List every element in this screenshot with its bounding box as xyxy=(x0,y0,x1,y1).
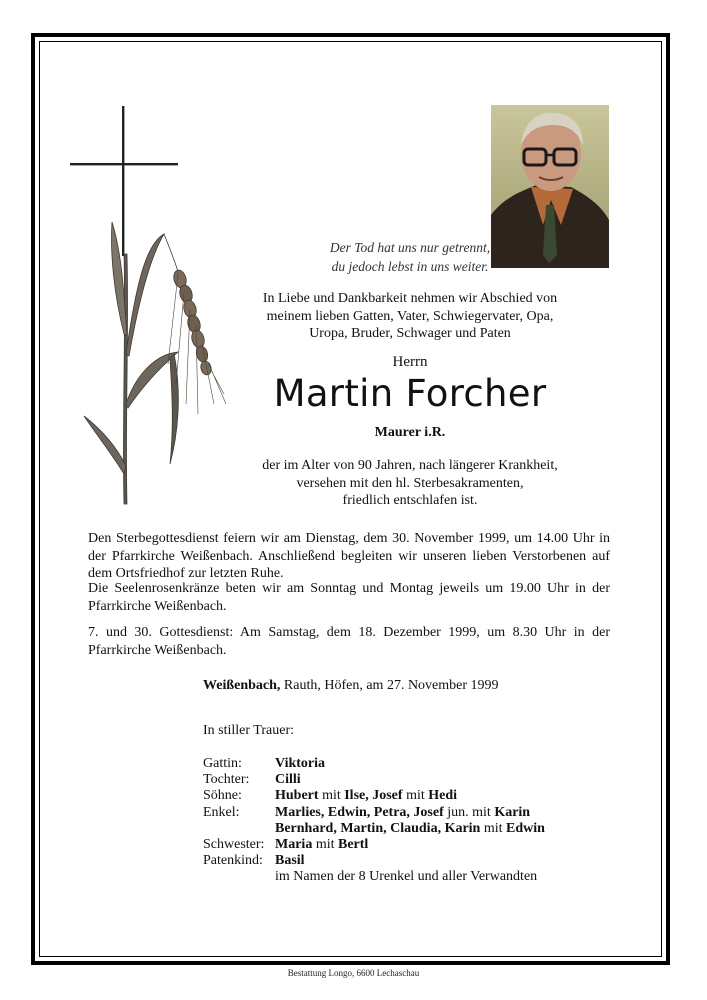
deceased-name: Martin Forcher xyxy=(273,372,547,415)
intro-line: In Liebe und Dankbarkeit nehmen wir Abschied von xyxy=(262,291,558,306)
family-row-grandchildren-2 xyxy=(203,821,545,837)
cross-icon xyxy=(70,106,178,256)
family-name: Bertl xyxy=(338,837,369,853)
family-names: Basil xyxy=(275,853,305,869)
family-label: Schwester: xyxy=(203,837,265,853)
family-name: Hedi xyxy=(428,788,458,804)
rosary-paragraph: Die Seelenrosenkränze beten wir am Sonntag und Montag jeweils um 19.00 Uhr in der Pfarrkirche Weißenbach. xyxy=(88,581,610,614)
family-connector: mit xyxy=(318,788,345,804)
motto-line: Der Tod hat uns nur getrennt, xyxy=(329,240,491,255)
family-name: Josef xyxy=(372,788,403,804)
mourning-title: In stiller Trauer: xyxy=(203,723,294,738)
intro-line: meinem lieben Gatten, Vater, Schwiegervater, Opa, xyxy=(266,308,554,324)
family-name: Hubert xyxy=(275,788,319,804)
family-names: Marlies, Edwin, Petra, Josef xyxy=(275,804,444,820)
family-label: Söhne: xyxy=(203,788,242,804)
family-name: Ilse, xyxy=(344,788,369,804)
motto-line: du jedoch lebst in uns weiter. xyxy=(331,259,489,274)
family-row-godchild xyxy=(203,853,545,869)
family-label: Enkel: xyxy=(203,804,240,820)
deceased-occupation: Maurer i.R. xyxy=(374,425,446,440)
funeral-home-footer: Bestattung Longo, 6600 Lechaschau xyxy=(287,968,420,978)
family-row-daughter xyxy=(203,772,545,788)
family-name: Maria xyxy=(275,837,313,853)
intro-line: Uropa, Bruder, Schwager und Paten xyxy=(309,326,511,341)
family-names: Viktoria xyxy=(275,756,326,771)
circumstances-line: der im Alter von 90 Jahren, nach längerer Krankheit, xyxy=(262,458,558,473)
memorial-mass-paragraph: 7. und 30. Gottesdienst: Am Samstag, dem 18. Dezember 1999, um 8.30 Uhr in der Pfarrkirche Weißenbach. xyxy=(88,625,610,658)
family-names: Bernhard, Martin, Claudia, Karin xyxy=(275,820,481,836)
family-name: Edwin xyxy=(506,820,545,836)
intro-text xyxy=(200,290,620,343)
family-row-closing xyxy=(203,869,545,885)
family-connector: mit xyxy=(402,788,429,804)
family-connector: mit xyxy=(312,837,338,853)
family-closing: im Namen der 8 Urenkel und aller Verwandten xyxy=(275,869,538,885)
family-label: Gattin: xyxy=(203,756,242,771)
family-row-sister xyxy=(203,837,545,853)
circumstances-line: friedlich entschlafen ist. xyxy=(342,493,478,508)
circumstances-text xyxy=(200,457,620,510)
salutation: Herrn xyxy=(392,354,428,370)
motto xyxy=(200,238,620,276)
family-row-grandchildren xyxy=(203,805,545,821)
family-label: Tochter: xyxy=(203,772,250,788)
family-name: Karin xyxy=(494,804,531,820)
family-connector: jun. mit xyxy=(443,804,495,820)
place-date-line xyxy=(203,678,499,694)
family-row-sons xyxy=(203,788,545,804)
place-town: Weißenbach, xyxy=(203,678,281,693)
family-connector: mit xyxy=(480,820,507,836)
family-row-spouse xyxy=(203,756,545,772)
family-label: Patenkind: xyxy=(203,853,263,869)
place-rest: Rauth, Höfen, am 27. November 1999 xyxy=(280,678,499,693)
circumstances-line: versehen mit den hl. Sterbesakramenten, xyxy=(296,475,524,491)
family-names: Cilli xyxy=(275,772,301,788)
funeral-service-paragraph: Den Sterbegottesdienst feiern wir am Dienstag, dem 30. November 1999, um 14.00 Uhr in der Pfarrkirche Weißenbach. Anschließend begleiten wir unseren lieben Verstorbenen auf dem Ortsfriedhof zur letzten Ruhe. xyxy=(88,531,610,581)
family-list xyxy=(203,756,545,886)
